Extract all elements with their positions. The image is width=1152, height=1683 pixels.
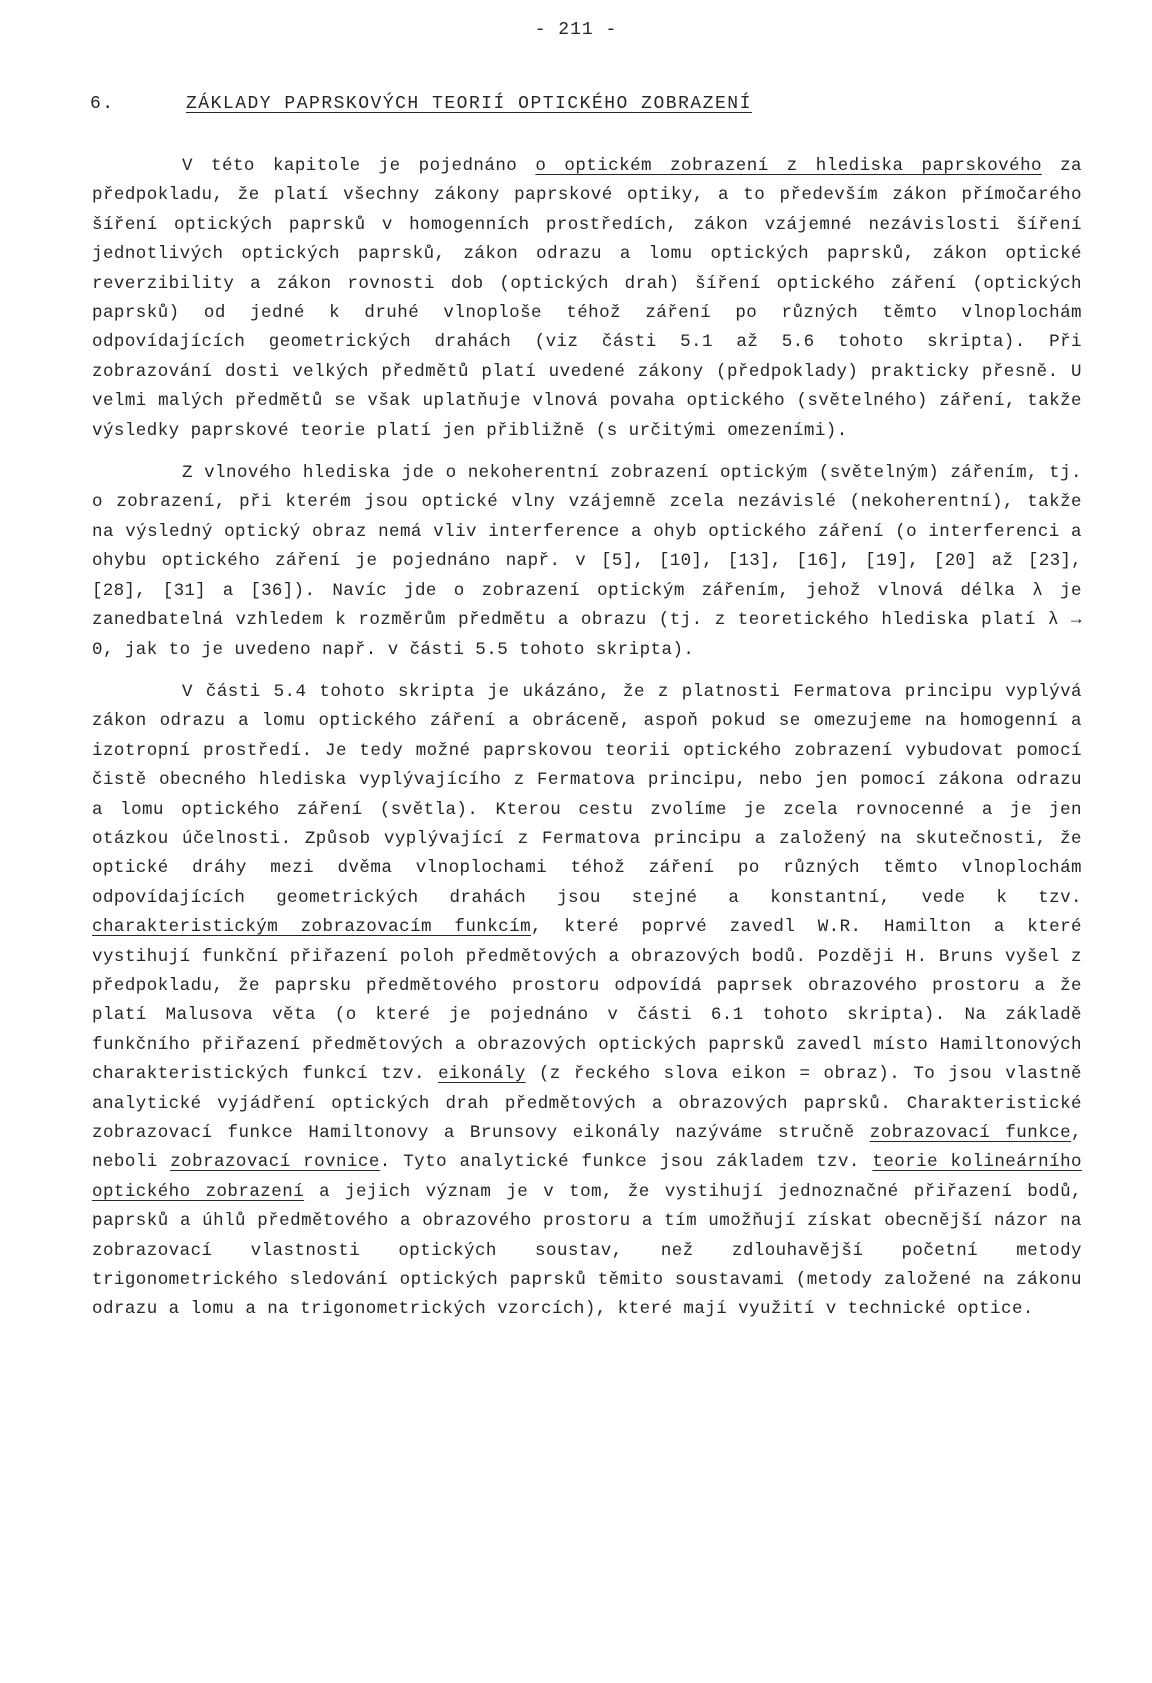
paragraph-2 (92, 459, 1082, 665)
p3-text-c: (z řeckého slova eikon = obraz). To jsou vlastně analytické vyjádření optických drah předmětových a obrazových paprsků. Charakteristické zobrazovací funkce Hamiltonovy a Brunsovy eikonály nazýváme stručně (92, 1064, 1082, 1143)
paragraph-1 (92, 152, 1082, 446)
p3-text-b: , které poprvé zavedl W.R. Hamilton a které vystihují funkční přiřazení poloh předmětových a obrazových bodů. Později H. Bruns vyšel z předpokladu, že paprsku předmětového prostoru odpovídá paprsek obrazového prostoru a že platí Malusova věta (o které je pojednáno v části 6.1 tohoto skripta). Na základě funkčního přiřazení předmětových a obrazových optických paprsků zavedl místo Hamiltonových charakteristických funkcí tzv. (92, 917, 1082, 1085)
p2-text-b: ). Navíc jde o zobrazení optickým zářením, jehož vlnová délka λ je zanedbatelná vzhledem k rozměrům předmětu a obrazu (tj. z teoretického hlediska platí λ → 0, jak to je uvedeno např. v části 5.5 tohoto skripta). (92, 580, 1082, 660)
p3-term-imaging-functions: zobrazovací funkce (869, 1123, 1072, 1143)
chapter-number: 6. (90, 94, 115, 114)
p1-underlined-term: o optickém zobrazení z hlediska paprskového (535, 156, 1042, 176)
p3-term-collinear-theory: teorie kolineárního optického zobrazení (92, 1152, 1082, 1202)
chapter-title: ZÁKLADY PAPRSKOVÝCH TEORIÍ OPTICKÉHO ZOBRAZENÍ (186, 94, 752, 114)
p3-text-a: V části 5.4 tohoto skripta je ukázáno, že z platnosti Fermatova principu vyplývá zákon odrazu a lomu optického záření a obráceně, aspoň pokud se omezujeme na homogenní a izotropní prostředí. Je tedy možné paprskovou teorii optického zobrazení vybudovat pomocí čistě obecného hlediska vyplývajícího z Fermatova principu, nebo jen pomocí zákona odrazu a lomu optického záření (světla). Kterou cestu zvolíme je zcela rovnocenné a je jen otázkou účelnosti. Způsob vyplývající z Fermatova principu a založený na skutečnosti, že optické dráhy mezi dvěma vlnoplochami téhož záření po různých těmto vlnoplochám odpovídajících geometrických drahách jsou stejné a konstantní, vede k tzv. (92, 681, 1082, 908)
p2-text-a: Z vlnového hlediska jde o nekoherentní zobrazení optickým (světelným) zářením, tj. o zobrazení, při kterém jsou optické vlny vzájemně zcela nezávislé (nekoherentní), takže na výsledný optický obraz nemá vliv interference a ohyb optického záření (o interferenci a ohybu optického záření je pojednáno např. v (92, 463, 1082, 572)
paragraph-3 (92, 678, 1082, 1325)
p3-term-imaging-equations: zobrazovací rovnice (170, 1152, 380, 1173)
p3-term-characteristic-functions: charakteristickým zobrazovacím funkcím (92, 917, 532, 938)
p2-references: [5], [10], [13], [16], [19], [20] až [23], [28], [31] a [36] (92, 551, 1082, 601)
p3-text-d: , neboli (92, 1123, 1082, 1173)
p3-term-eikonals: eikonály (438, 1064, 526, 1085)
p3-text-f: a jejich význam je v tom, že vystihují jednoznačné přiřazení bodů, paprsků a úhlů předmětového a obrazového prostoru a tím umožňují získat obecnější názor na zobrazovací vlastnosti optických soustav, než zdlouhavější početní metody trigonometrického sledování optických paprsků těmito soustavami (metody založené na zákonu odrazu a lomu a na trigonometrických vzorcích), které mají využití v technické optice. (92, 1181, 1083, 1320)
chapter-heading (90, 94, 752, 114)
body-text (92, 152, 1082, 1338)
p1-text-a: V této kapitole je pojednáno (182, 156, 536, 176)
p3-text-e: . Tyto analytické funkce jsou základem tzv. (379, 1152, 873, 1173)
page-number: - 211 - (534, 20, 618, 40)
p1-text-b: za předpokladu, že platí všechny zákony paprskové optiky, a to především zákon přímočarého šíření optických paprsků v homogenních prostředích, zákon vzájemné nezávislosti šíření jednotlivých optických paprsků, zákon odrazu a lomu optických paprsků, zákon optické reverzibility a zákon rovnosti dob (optických drah) šíření optického záření (optických paprsků) od jedné k druhé vlnoploše téhož záření po různých těmto vlnoplochám odpovídajících geometrických drahách (viz části 5.1 až 5.6 tohoto skripta). Při zobrazování dosti velkých předmětů platí uvedené zákony (předpoklady) prakticky přesně. U velmi malých předmětů se však uplatňuje vlnová povaha optického (světelného) záření, takže výsledky paprskové teorie platí jen přibližně (s určitými omezeními). (92, 156, 1082, 441)
